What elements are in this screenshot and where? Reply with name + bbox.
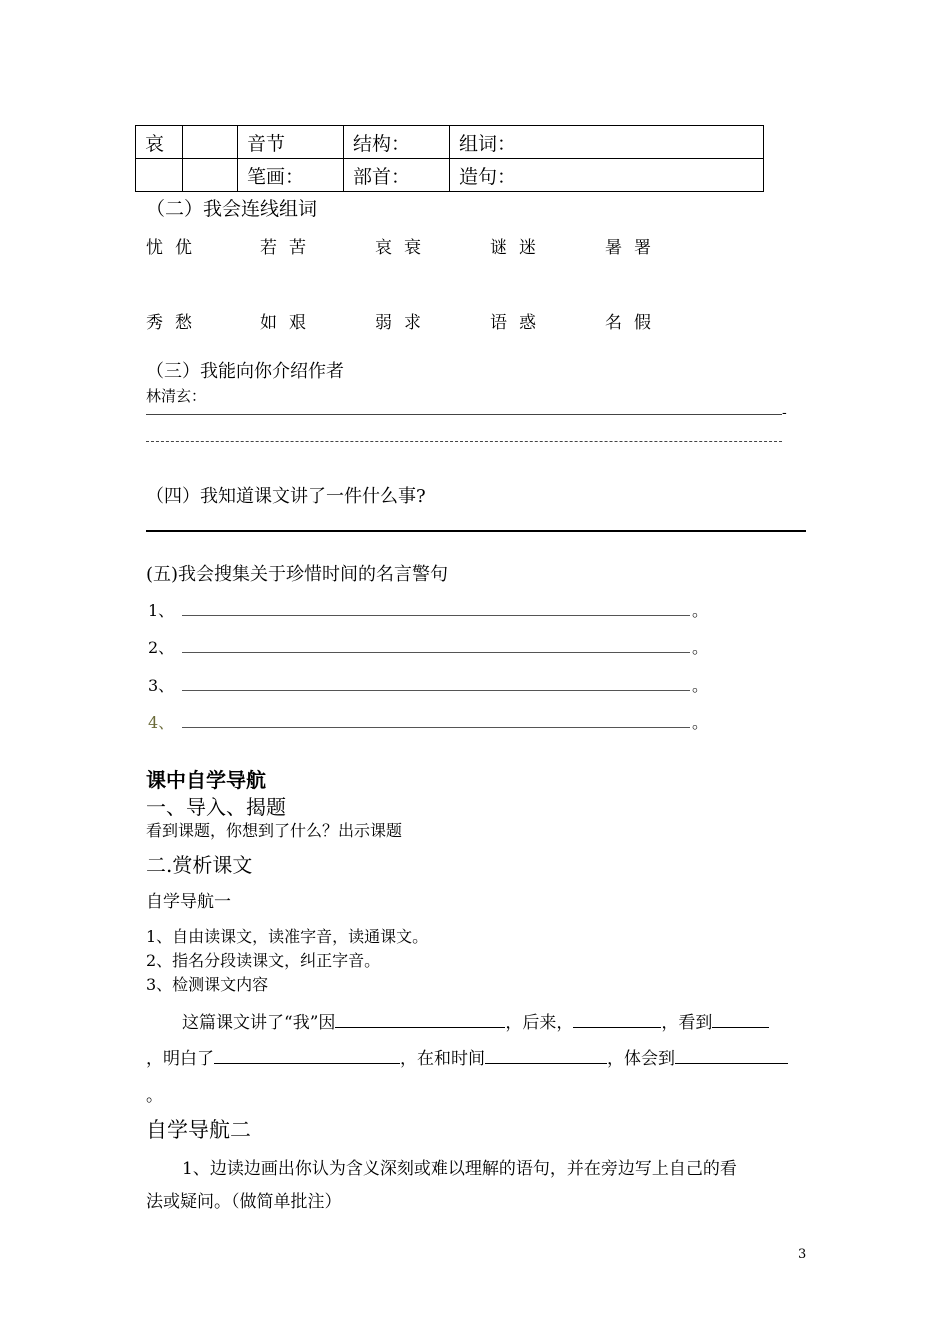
character-table <box>135 125 764 192</box>
section5-title: (五)我会搜集关于珍惜时间的名言警句 <box>146 564 449 585</box>
fill-text: ，体会到 <box>607 1049 675 1069</box>
part2-title: 二.赏析课文 <box>146 853 253 877</box>
end-mark: 。 <box>692 601 709 620</box>
word-pair: 如艰 <box>260 313 318 333</box>
answer-line <box>182 727 690 728</box>
item-number: 3、 <box>148 676 175 695</box>
part1-text: 看到课题，你想到了什么？出示课题 <box>146 821 403 840</box>
fill-blank[interactable] <box>335 1009 505 1028</box>
section3-title: （三）我能向你介绍作者 <box>146 361 344 382</box>
table-cell-char: 哀 <box>136 126 183 159</box>
guide2-text-line1: 1、边读边画出你认为含义深刻或难以理解的语句，并在旁边写上自己的看 <box>182 1159 737 1179</box>
dash-end: - <box>782 405 787 421</box>
answer-line <box>146 441 782 442</box>
guide2-text-line2: 法或疑问。（做简单批注） <box>146 1192 342 1212</box>
fill-paragraph-line1 <box>182 1008 769 1033</box>
word-pair: 暑署 <box>605 238 663 258</box>
table-cell-blank <box>183 126 238 159</box>
item-number: 4、 <box>148 713 175 732</box>
table-cell-blank <box>183 159 238 192</box>
fill-text: ，看到 <box>661 1013 713 1033</box>
item-number: 1、 <box>148 601 175 620</box>
fill-blank[interactable] <box>675 1045 788 1064</box>
fill-text: ，后来， <box>505 1013 574 1033</box>
answer-line <box>182 652 690 653</box>
page-number: 3 <box>798 1247 807 1262</box>
guide1-item: 1、自由读课文，读准字音，读通课文。 <box>146 927 429 946</box>
word-pair: 谜迷 <box>490 238 548 258</box>
word-pair: 语惑 <box>490 313 548 333</box>
list-item <box>148 710 709 733</box>
table-row <box>136 126 764 159</box>
guide1-title: 自学导航一 <box>146 892 231 912</box>
lesson-heading: 课中自学导航 <box>146 768 266 792</box>
table-cell-strokes: 笔画： <box>238 159 344 192</box>
list-item <box>148 598 709 621</box>
list-item <box>148 673 709 696</box>
fill-blank[interactable] <box>214 1045 400 1064</box>
fill-text: ，明白了 <box>146 1049 214 1069</box>
guide1-item: 2、指名分段读课文，纠正字音。 <box>146 951 381 970</box>
end-mark: 。 <box>692 713 709 732</box>
word-pair: 忧优 <box>146 238 204 258</box>
word-pair: 哀衰 <box>375 238 433 258</box>
fill-text: 这篇课文讲了“我”因 <box>182 1013 336 1033</box>
word-pair: 弱求 <box>375 313 433 333</box>
table-cell-char <box>136 159 183 192</box>
table-cell-sentence: 造句： <box>450 159 764 192</box>
fill-end-mark: 。 <box>146 1086 163 1106</box>
fill-text: ，在和时间 <box>400 1049 485 1069</box>
fill-paragraph-line2 <box>146 1044 788 1069</box>
word-pair: 名假 <box>605 313 663 333</box>
table-cell-words: 组词： <box>450 126 764 159</box>
author-label: 林清玄： <box>146 387 207 405</box>
table-cell-syllable: 音节 <box>238 126 344 159</box>
guide1-item: 3、检测课文内容 <box>146 975 269 994</box>
word-pair: 若苦 <box>260 238 318 258</box>
list-item <box>148 635 709 658</box>
answer-line <box>182 690 690 691</box>
table-row <box>136 159 764 192</box>
fill-blank[interactable] <box>573 1009 661 1028</box>
end-mark: 。 <box>692 638 709 657</box>
word-pair: 秀愁 <box>146 313 204 333</box>
end-mark: 。 <box>692 676 709 695</box>
table-cell-structure: 结构： <box>344 126 450 159</box>
table-cell-radical: 部首： <box>344 159 450 192</box>
item-number: 2、 <box>148 638 175 657</box>
answer-line <box>146 414 782 415</box>
answer-line <box>182 615 690 616</box>
answer-line <box>146 530 806 532</box>
section4-title: （四）我知道课文讲了一件什么事? <box>146 486 426 507</box>
part1-title: 一、导入、揭题 <box>146 795 286 819</box>
fill-blank[interactable] <box>485 1045 607 1064</box>
section2-title: （二）我会连线组词 <box>146 198 318 220</box>
guide2-title: 自学导航二 <box>146 1118 251 1142</box>
fill-blank[interactable] <box>712 1009 769 1028</box>
